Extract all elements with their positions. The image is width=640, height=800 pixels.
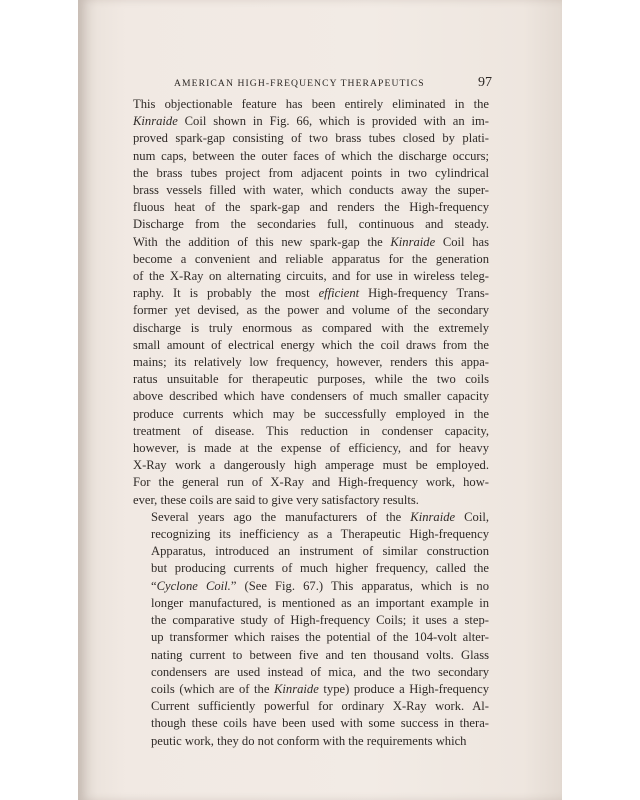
text-line [133, 371, 489, 388]
italic-text: Kinraide [274, 681, 319, 696]
text-line [133, 629, 489, 646]
text-run: produce currents which may be successfully employed in the [133, 406, 489, 421]
text-run: ever, these coils are said to give very satisfactory results. [133, 492, 419, 507]
text-line [133, 578, 489, 595]
text-run: For the general run of X-Ray and High-frequency work, how- [133, 475, 489, 490]
text-run: fluous heat of the spark-gap and renders the High-frequency [133, 200, 489, 215]
italic-text: Kinraide [410, 509, 456, 524]
text-line [133, 113, 489, 130]
text-run: small amount of electrical energy which the coil draws from the [133, 337, 489, 352]
text-line [133, 457, 489, 474]
text-line [133, 96, 489, 113]
text-line [133, 251, 489, 268]
text-line [133, 354, 489, 371]
text-line [133, 423, 489, 440]
text-line [133, 302, 489, 319]
text-run: condensers are used instead of mica, and the two secondary [151, 664, 489, 679]
text-run: former yet devised, as the power and volume of the secondary [133, 303, 489, 318]
text-run: X-Ray work a dangerously high amperage must be employed. [133, 458, 489, 473]
text-line [133, 681, 489, 698]
text-line [133, 474, 489, 491]
text-run: ” (See Fig. 67.) This apparatus, which is no [230, 578, 489, 593]
text-line [133, 182, 489, 199]
text-line [133, 733, 489, 750]
italic-text: Kinraide [133, 114, 178, 129]
text-run: treatment of disease. This reduction in condenser capacity, [133, 423, 489, 438]
text-line [133, 560, 489, 577]
text-run: peutic work, they do not conform with the requirements which [151, 733, 467, 748]
text-run: “ [151, 578, 157, 593]
text-run: but producing currents of much higher frequency, called the [151, 561, 489, 576]
text-line [133, 492, 489, 509]
text-line [133, 647, 489, 664]
text-run: Coil, [455, 509, 489, 524]
text-run: become a convenient and reliable apparatus for the generation [133, 251, 489, 266]
text-run: Current sufficiently powerful for ordinary X-Ray work. Al- [151, 699, 489, 714]
italic-text: Kinraide [390, 234, 436, 249]
text-line [133, 440, 489, 457]
paragraph [133, 96, 489, 509]
text-line [133, 130, 489, 147]
text-line [133, 509, 489, 526]
paragraph [133, 509, 489, 750]
text-line [133, 526, 489, 543]
text-run: though these coils have been used with some success in thera- [151, 716, 489, 731]
text-line [133, 285, 489, 302]
text-line [133, 320, 489, 337]
text-line [133, 199, 489, 216]
text-line [133, 543, 489, 560]
italic-text: efficient [318, 286, 360, 301]
text-line [133, 612, 489, 629]
text-line [133, 698, 489, 715]
text-line [133, 406, 489, 423]
text-line [133, 595, 489, 612]
text-run: mains; its relatively low frequency, however, renders this appa- [133, 355, 489, 370]
text-line [133, 216, 489, 233]
text-run: above described which have condensers of much smaller capacity [133, 389, 489, 404]
text-run: raphy. It is probably the most [133, 286, 319, 301]
text-line [133, 165, 489, 182]
text-run: Several years ago the manufacturers of the [151, 509, 411, 524]
text-line [133, 234, 489, 251]
text-run: This objectionable feature has been entirely eliminated in the [133, 97, 489, 111]
text-line [133, 337, 489, 354]
text-run: Apparatus, introduced an instrument of similar construction [151, 544, 489, 559]
page-number: 97 [478, 75, 492, 90]
text-run: ratus unsuitable for therapeutic purposes, while the two coils [133, 372, 489, 387]
text-line [133, 148, 489, 165]
text-line [133, 268, 489, 285]
text-line [133, 388, 489, 405]
text-line [133, 664, 489, 681]
italic-text: Cyclone Coil. [156, 578, 231, 593]
text-run: nating current to between five and ten thousand volts. Glass [151, 647, 489, 662]
text-run: of the X-Ray on alternating circuits, and for use in wireless teleg- [133, 269, 489, 284]
text-run: longer manufactured, is mentioned as an important example in [151, 595, 489, 610]
running-head: AMERICAN HIGH-FREQUENCY THERAPEUTICS [174, 78, 425, 89]
text-run: type) produce a High-frequency [318, 681, 489, 696]
text-run: however, is made at the expense of efficiency, and for heavy [133, 441, 489, 456]
text-run: Coil shown in Fig. 66, which is provided with an im- [177, 114, 489, 129]
text-line [133, 715, 489, 732]
text-run: High-frequency Trans- [359, 286, 489, 301]
text-run: the comparative study of High-frequency Coils; it uses a step- [151, 613, 489, 628]
text-run: the brass tubes project from adjacent points in two cylindrical [133, 165, 489, 180]
text-run: Discharge from the secondaries full, continuous and steady. [133, 217, 489, 232]
text-run: brass vessels filled with water, which conducts away the super- [133, 183, 489, 198]
body-text [133, 96, 489, 750]
text-run: up transformer which raises the potential of the 104-volt alter- [151, 630, 489, 645]
text-run: Coil has [435, 234, 490, 249]
text-run: num caps, between the outer faces of which the discharge occurs; [133, 148, 489, 163]
text-run: With the addition of this new spark-gap the [133, 234, 391, 249]
text-run: discharge is truly enormous as compared with the extremely [133, 320, 489, 335]
text-run: coils (which are of the [151, 681, 275, 696]
text-run: recognizing its inefficiency as a Therapeutic High-frequency [151, 527, 489, 542]
text-run: proved spark-gap consisting of two brass tubes closed by plati- [133, 131, 489, 146]
page-header [96, 76, 492, 94]
